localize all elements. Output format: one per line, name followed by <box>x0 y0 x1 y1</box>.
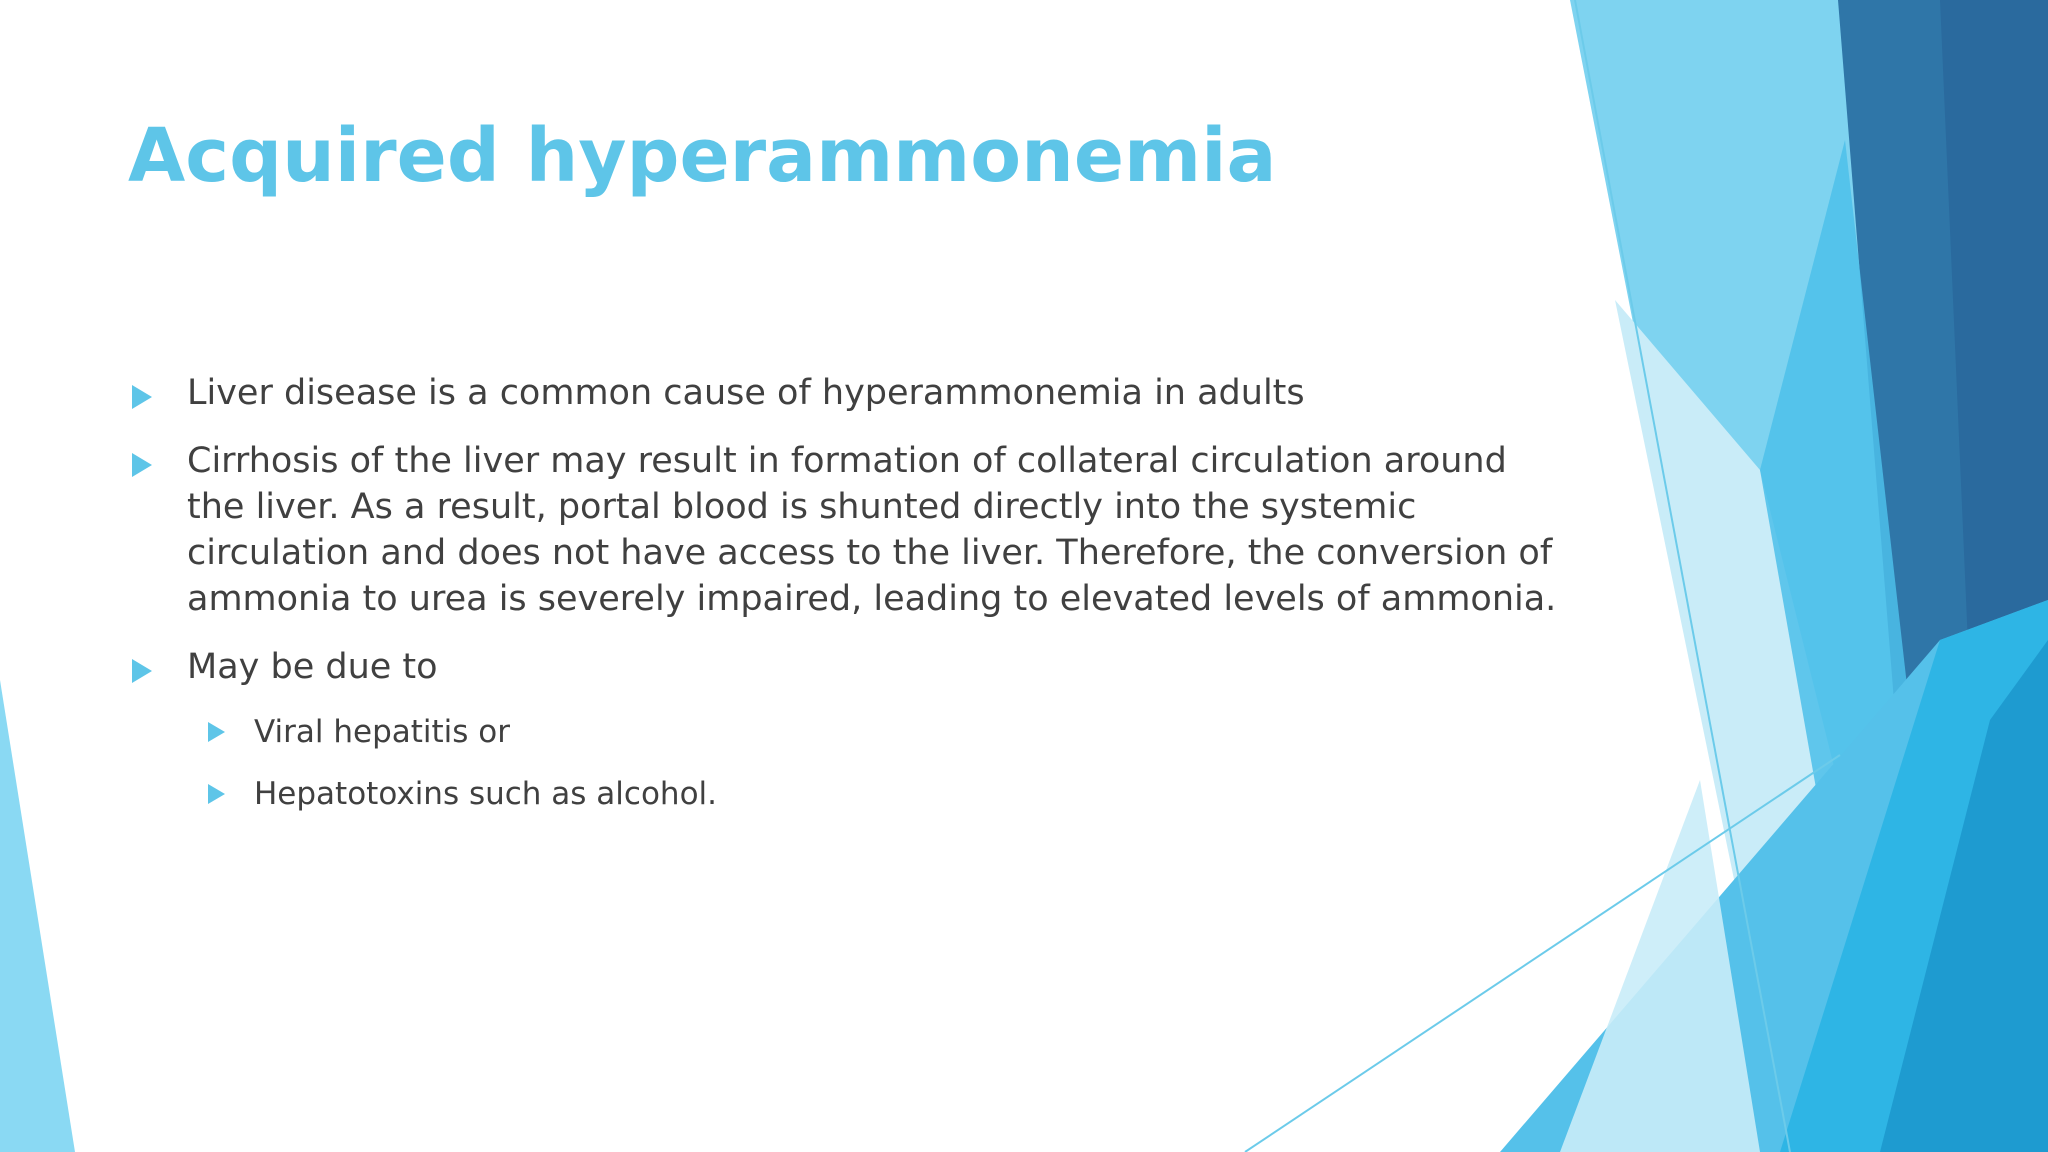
bullet-text: Cirrhosis of the liver may result in formation of collateral circulation around the liver. As a result, portal blood is shunted directly into the systemic circulation and does not have access to the liver. Therefore, the conversion of ammonia to urea is severely impaired, leading to elevated levels of ammonia. <box>187 441 1557 619</box>
sub-bullet-item <box>208 774 1560 814</box>
triangle-bullet-icon <box>132 385 152 409</box>
bullet-item <box>130 438 1560 622</box>
slide-title: Acquired hyperammonemia <box>128 113 1277 199</box>
bullet-text: Liver disease is a common cause of hyperammonemia in adults <box>187 373 1305 413</box>
sub-bullet-item <box>208 712 1560 752</box>
triangle-bullet-icon <box>208 722 225 742</box>
bullet-list <box>130 370 1560 836</box>
sub-bullet-text: Hepatotoxins such as alcohol. <box>254 776 718 812</box>
bullet-item <box>130 644 1560 690</box>
bullet-text: May be due to <box>187 647 438 687</box>
triangle-bullet-icon <box>132 453 152 477</box>
sub-bullet-text: Viral hepatitis or <box>254 714 510 750</box>
triangle-bullet-icon <box>132 659 152 683</box>
bullet-item <box>130 370 1560 416</box>
triangle-bullet-icon <box>208 784 225 804</box>
